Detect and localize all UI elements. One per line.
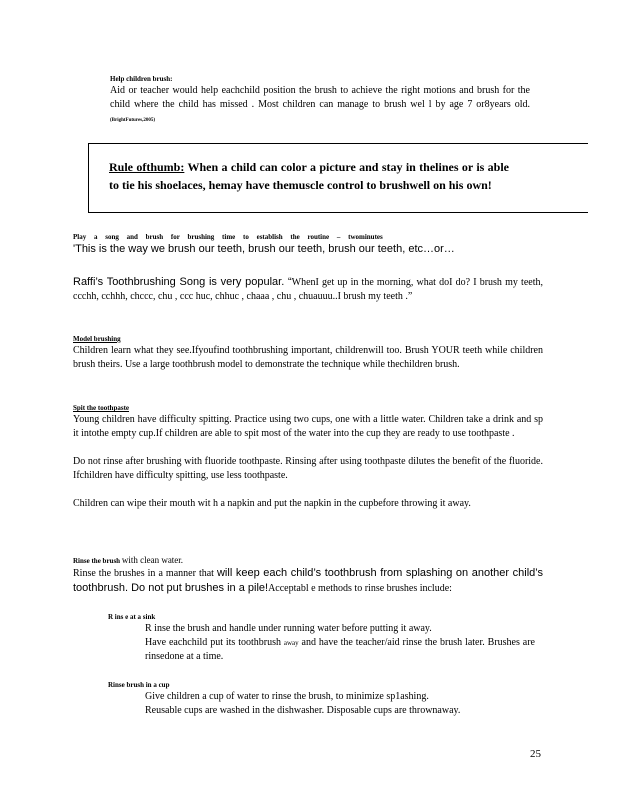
help-children-brush-section	[0, 74, 618, 128]
rinse-brush-text-b: will keep each child’s toothbrush from splashing on another child’s toothbrush. Do not put brushes in a pile!	[73, 567, 543, 594]
rinse-sink-section	[0, 612, 618, 664]
rinse-brush-heading: Rinse the brush	[73, 557, 121, 565]
rinse-brush-heading-tail: with clean water.	[121, 555, 184, 565]
rule-of-thumb-box	[88, 143, 588, 213]
rinse-cup-heading: Rinse brush in a cup	[108, 681, 170, 689]
rinse-brush-heading-line	[73, 555, 618, 566]
rinse-brush-text-a: Rinse the brushes in a manner that	[73, 568, 217, 579]
rule-of-thumb-label: Rule ofthumb:	[109, 160, 185, 174]
page-number: 25	[530, 748, 541, 760]
rule-of-thumb-text	[109, 158, 509, 194]
help-children-brush-heading: Help children brush:	[110, 75, 173, 83]
spit-toothpaste-text-2: Do not rinse after brushing with fluoride toothpaste. Rinsing after using toothpaste dilutes the benefit of the fluoride. Ifchildren have difficulty spitting, use less toothpaste.	[73, 456, 543, 481]
rinse-cup-line-2: Reusable cups are washed in the dishwasher. Disposable cups are thrownaway.	[145, 705, 461, 716]
raffi-section	[0, 275, 618, 304]
model-brushing-section	[0, 334, 618, 372]
raffi-text	[73, 275, 543, 304]
rule-of-thumb-body: When a child can color a picture and stay in thelines or is able to tie his shoelaces, hemay have themuscle control to brushwell on his own!	[109, 160, 509, 192]
rinse-sink-line-1: R inse the brush and handle under running water before putting it away.	[145, 623, 432, 634]
rinse-cup-line-1: Give children a cup of water to rinse the brush, to minimize sp1ashing.	[145, 691, 429, 702]
help-children-brush-text	[110, 84, 530, 128]
spit-toothpaste-section	[0, 403, 618, 511]
model-brushing-heading: Model brushing	[73, 335, 121, 343]
spit-toothpaste-text: Young children have difficulty spitting. Practice using two cups, one with a little water. Children take a drink and sp it intothe empty cup.If children are able to spit most of the water into the cup they are ready to use toothpaste .	[73, 414, 543, 439]
rinse-brush-section	[0, 555, 618, 596]
play-song-heading: Play a song and brush for brushing time to establish the routine – twominutes	[73, 233, 383, 241]
rinse-brush-text	[73, 566, 543, 596]
citation: (BrightFutures,2005)	[110, 118, 156, 123]
model-brushing-text: Children learn what they see.Ifyoufind toothbrushing important, childrenwill too. Brush YOUR teeth while children brush theirs. Use a large toothbrush model to demonstrate the technique while thechildren brush.	[73, 345, 543, 370]
rinse-sink-line-2	[145, 636, 535, 664]
play-song-section	[0, 232, 618, 256]
spit-toothpaste-heading: Spit the toothpaste	[73, 404, 130, 412]
spit-toothpaste-text-3: Children can wipe their mouth wit h a napkin and put the napkin in the cupbefore throwing it away.	[73, 498, 471, 509]
raffi-intro: Raffi’s Toothbrushing Song is very popular. “	[73, 276, 292, 288]
rinse-sink-line-2a: Have eachchild put its toothbrush	[145, 637, 284, 648]
raffi-lyrics: WhenI get up in the morning, what doI do? I brush my teeth, ccchh, cchhh, chccc, chu , ccc huc, chhuc , chaaa , chu , chuauuu..I brush my teeth .”	[73, 277, 543, 302]
help-children-brush-body: Aid or teacher would help eachchild position the brush to achieve the right motions and brush for the child where the child has missed . Most children can manage to brush wel l by age 7 or8years old.	[110, 85, 530, 110]
rinse-sink-line-2b: away	[283, 639, 299, 647]
rinse-sink-line-2c: and have the teacher/aid rinse the brush later. Brushes are rinsedone at a time.	[145, 637, 535, 662]
rinse-cup-section	[0, 680, 618, 718]
rinse-brush-text-c: Acceptabl e methods to rinse brushes include:	[268, 583, 452, 594]
rinse-sink-heading: R ins e at a sink	[108, 613, 156, 621]
play-song-text: 'This is the way we brush our teeth, brush our teeth, brush our teeth, etc…or…	[73, 243, 455, 255]
